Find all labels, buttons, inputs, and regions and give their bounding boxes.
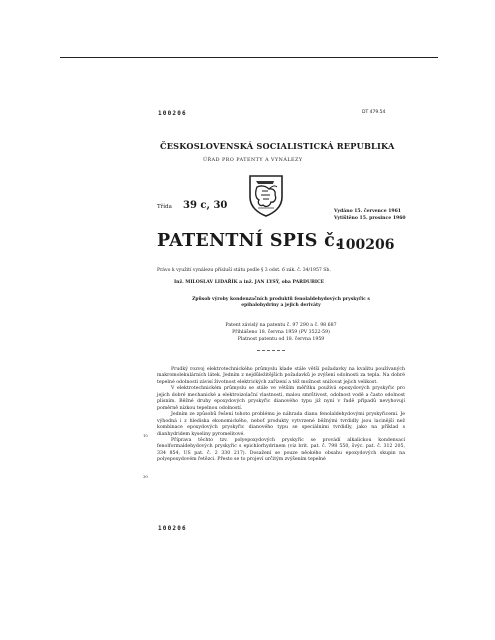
paragraph: Jedním ze způsobů řešení tohoto problému je náhrada dianu fenolaldehydovými pryskyřicemi. Je výhodná i z hlediska ekonomického, neboť produkty vytvrzené běžnými tvrdidly jsou lacinější než kombinace epoxydových pryskyřic dianového typu se speciálními tvrdidly, jako na příklad s dianhydridem kyseliny pyromelitové. <box>157 412 405 437</box>
paragraph: V elektrotechnickém průmyslu se stále ve větším měřítku používá epoxydových pryskyřic pro jejich dobré mechanické a elektroizolační vlastnosti, malou smrštivost, odolnost vodě a často odolnost plísním. Běžné druhy epoxydových pryskyřic dianového typu již nyní v řadě případů nevyhovují poměrně nízkou tepelnou odolností. <box>157 386 405 411</box>
paragraph: Prudký rozvoj elektrotechnického průmyslu klade stále větší požadavky na kvalitu používaných makromolekulárních látek. Jedním z nejdůležitějších požadavků je zvýšení odolnosti za tepla. Na dobré tepelné odolnosti závisí životnost elektrických zařízení a též možnost snižovat jejich velikost. <box>157 367 405 385</box>
patent-dependency: Patent závislý na patentu č. 97 290 a č. 98 687 <box>225 323 337 328</box>
class-label: Třída <box>157 204 172 210</box>
top-horizontal-rule <box>60 57 438 58</box>
paragraph: Příprava těchto tzv. polyepoxydových pryskyřic se provádí alkalickou kondensací fenolformaldehydových pryskyřic s epichlorhydrinem (viz brit. pat. č. 798 550, švýc. pat. č. 312 205, 334 854, US pat. č. 2 330 217). Dosažení se pouze něokého obsahu epoxydových skupin na polyepoxydovém řetězci. Přesto se to projeví určitým zvýšením tepelné <box>157 437 405 463</box>
document-number-top: 100206 <box>158 110 187 117</box>
margin-line-number: 10 <box>143 433 148 438</box>
section-divider <box>257 350 285 351</box>
inventors: Inž. MILOSLAV LIDAŘÍK a inž. JAN LYSÝ, oba PARDUBICE <box>174 280 325 285</box>
country-heading: ČESKOSLOVENSKÁ SOCIALISTICKÁ REPUBLIKA <box>160 141 395 151</box>
rights-notice: Právo k využití vynálezu přísluší státu podle § 3 odst. 6 zák. č. 34/1957 Sb. <box>157 268 331 273</box>
patent-number: 100206 <box>336 237 395 253</box>
class-value: 39 c, 30 <box>183 200 228 211</box>
state-emblem-icon <box>246 173 286 217</box>
patent-subject: Způsob výroby kondenzačních produktů fenolaldehydových pryskyřic s epihalohydriny a jejich deriváty <box>192 297 370 309</box>
document-title: PATENTNÍ SPIS č. <box>157 231 342 251</box>
patent-office-name: ÚŘAD PRO PATENTY A VYNÁLEZY <box>203 158 303 163</box>
print-date: Vytištěno 15. prosince 1960 <box>334 216 406 221</box>
publication-date: Vydáno 15. července 1961 <box>334 209 402 214</box>
filing-date: Přihlášeno 18. června 1959 (PV 3522-59) <box>232 330 330 336</box>
margin-line-number: 30 <box>143 474 148 479</box>
patent-dates-block <box>208 322 354 344</box>
validity-date: Platnost patentu od 18. června 1959 <box>237 337 325 343</box>
description-body <box>157 367 405 464</box>
document-number-bottom: 100206 <box>158 525 187 532</box>
dt-code: DT 479.54 <box>362 110 386 115</box>
